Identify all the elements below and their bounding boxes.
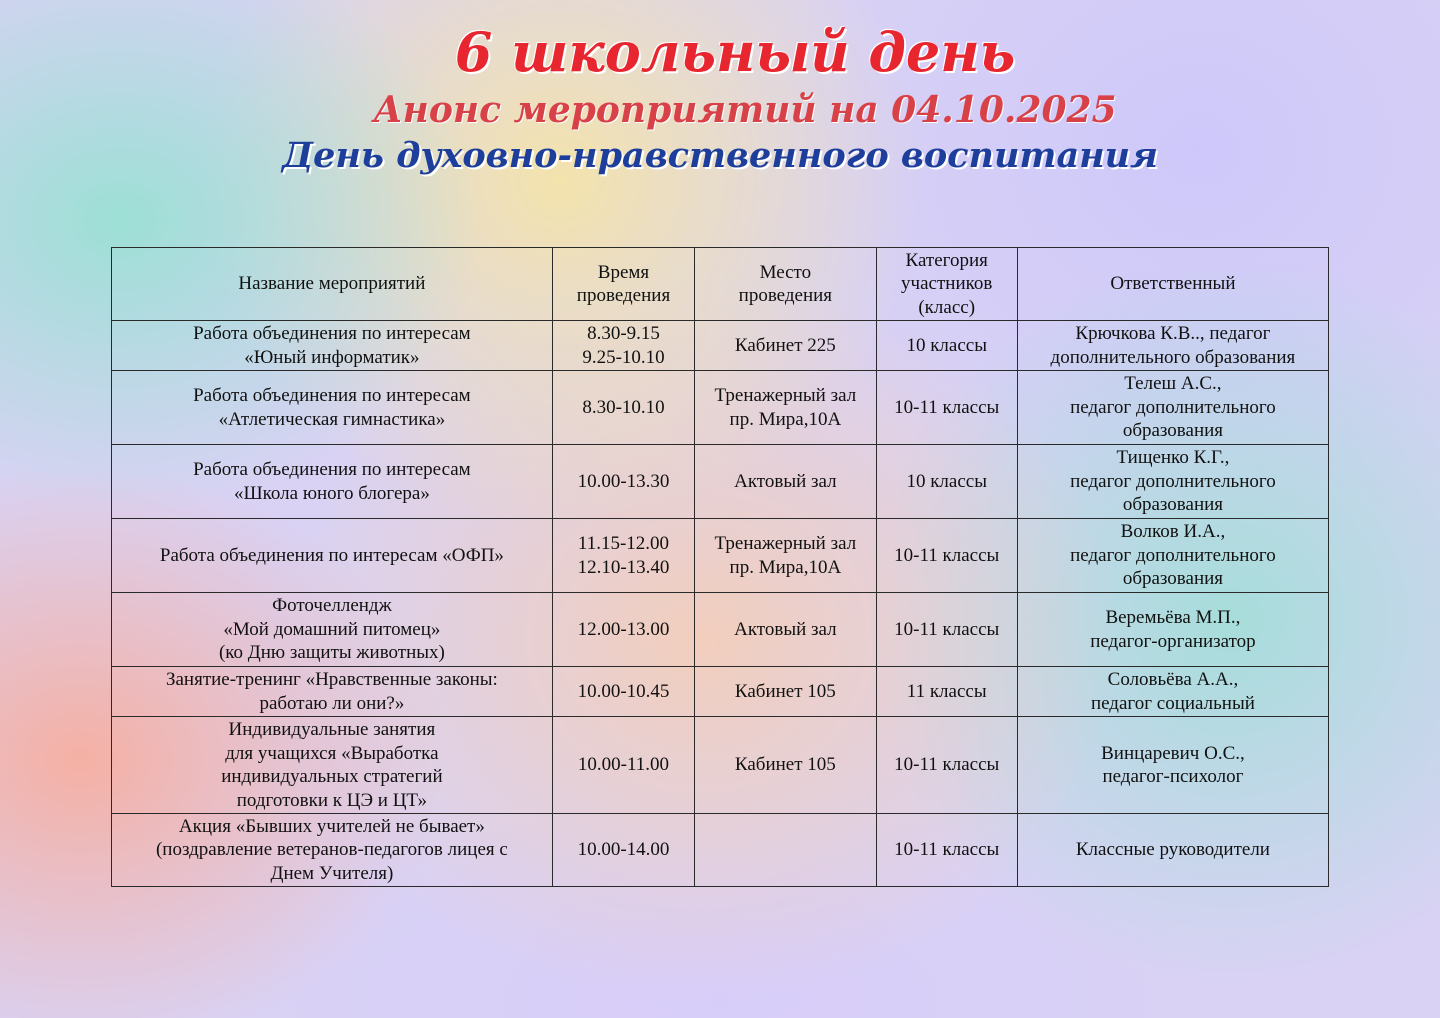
time-cell-line: 11.15-12.00 — [577, 533, 670, 554]
table-row — [112, 321, 1329, 371]
time-cell — [552, 667, 694, 717]
responsible-cell-line: Винцаревич О.С., — [1101, 742, 1245, 764]
responsible-cell-line: Тищенко К.Г., — [1116, 447, 1230, 469]
event-name-cell-line: работаю ли они?» — [259, 692, 405, 714]
event-name-cell-line: подготовки к ЦЭ и ЦТ» — [236, 789, 428, 811]
time-cell-line: 10.00-14.00 — [577, 839, 670, 861]
responsible-cell-line: Классные руководители — [1075, 839, 1270, 861]
place-cell — [695, 814, 876, 887]
event-name-cell-line: Занятие-тренинг «Нравственные законы: — [165, 669, 498, 690]
time-cell — [552, 519, 694, 593]
header-event-name: Название мероприятий — [112, 248, 553, 321]
responsible-cell-line: образования — [1122, 420, 1224, 442]
place-cell — [695, 371, 876, 445]
responsible-cell — [1017, 371, 1328, 445]
table-row — [112, 814, 1329, 887]
responsible-cell — [1017, 717, 1328, 814]
responsible-cell-line: Соловьёва А.А., — [1107, 669, 1239, 690]
table-row — [112, 445, 1329, 519]
event-name-cell-line: Работа объединения по интересам «ОФП» — [159, 544, 504, 566]
header-place: Место проведения — [695, 248, 876, 321]
responsible-cell — [1017, 321, 1328, 371]
place-cell — [695, 717, 876, 814]
time-cell — [552, 814, 694, 887]
category-cell — [876, 593, 1017, 667]
time-cell-line: 12.00-13.00 — [577, 618, 670, 640]
responsible-cell-line: дополнительного образования — [1050, 346, 1296, 368]
responsible-cell-line: педагог социальный — [1090, 692, 1255, 714]
responsible-cell-line: Крючкова К.В.., педагог — [1075, 323, 1271, 344]
event-name-cell-line: «Юный информатик» — [244, 346, 420, 368]
event-name-cell-line: Акция «Бывших учителей не бывает» — [178, 815, 485, 837]
place-cell — [695, 445, 876, 519]
time-cell — [552, 445, 694, 519]
category-cell-line: 10-11 классы — [894, 754, 1000, 776]
category-cell — [876, 814, 1017, 887]
category-cell — [876, 445, 1017, 519]
event-name-cell — [112, 593, 553, 667]
place-cell-line: пр. Мира,10А — [729, 556, 842, 578]
place-cell-line: Актовый зал — [734, 618, 837, 640]
time-cell — [552, 593, 694, 667]
time-cell-line: 8.30-10.10 — [582, 396, 665, 418]
responsible-cell-line: образования — [1122, 494, 1224, 516]
category-cell — [876, 667, 1017, 717]
time-cell-line: 9.25-10.10 — [582, 346, 665, 368]
event-name-cell — [112, 371, 553, 445]
event-name-cell — [112, 717, 553, 814]
place-cell-line: Кабинет 225 — [734, 334, 836, 356]
event-name-cell — [112, 445, 553, 519]
responsible-cell-line: педагог дополнительного — [1070, 544, 1276, 566]
table-row — [112, 371, 1329, 445]
category-cell-line: 10-11 классы — [894, 618, 1000, 640]
responsible-cell — [1017, 519, 1328, 593]
category-cell — [876, 519, 1017, 593]
header-category: Категория участников (класс) — [876, 248, 1017, 321]
responsible-cell — [1017, 445, 1328, 519]
page-title: 6 школьный день — [454, 20, 1016, 84]
category-cell-line: 10-11 классы — [894, 544, 1000, 566]
time-cell-line: 10.00-10.45 — [577, 680, 670, 702]
category-cell — [876, 321, 1017, 371]
event-name-cell — [112, 814, 553, 887]
responsible-cell-line: Волков И.А., — [1120, 521, 1226, 543]
event-name-cell-line: «Мой домашний питомец» — [223, 618, 441, 640]
event-name-cell-line: Фоточеллендж — [272, 595, 392, 617]
time-cell-line: 10.00-13.30 — [577, 470, 670, 492]
responsible-cell-line: Веремьёва М.П., — [1105, 607, 1241, 628]
event-name-cell-line: «Атлетическая гимнастика» — [218, 408, 446, 430]
responsible-cell-line: педагог дополнительного — [1070, 396, 1276, 418]
page-theme: День духовно-нравственного воспитания — [282, 135, 1158, 176]
category-cell — [876, 371, 1017, 445]
place-cell-line: пр. Мира,10А — [729, 408, 842, 430]
time-cell — [552, 371, 694, 445]
category-cell-line: 10 классы — [906, 334, 987, 356]
responsible-cell-line: Телеш А.С., — [1124, 373, 1222, 395]
responsible-cell-line: педагог дополнительного — [1070, 470, 1276, 492]
responsible-cell-line: педагог-организатор — [1090, 630, 1256, 652]
events-table — [111, 247, 1329, 887]
place-cell-line: Актовый зал — [734, 470, 837, 492]
time-cell-line: 8.30-9.15 — [587, 323, 660, 344]
place-cell — [695, 519, 876, 593]
time-cell-line: 12.10-13.40 — [577, 556, 670, 578]
place-cell-line: Тренажерный зал — [714, 385, 857, 406]
category-cell-line: 11 классы — [906, 680, 987, 702]
event-name-cell — [112, 519, 553, 593]
event-name-cell — [112, 667, 553, 717]
time-cell — [552, 717, 694, 814]
events-table-body — [112, 321, 1329, 887]
place-cell — [695, 593, 876, 667]
event-name-cell-line: Индивидуальные занятия — [228, 719, 436, 740]
event-name-cell-line: Работа объединения по интересам — [193, 459, 471, 480]
category-cell — [876, 717, 1017, 814]
event-name-cell-line: Работа объединения по интересам — [193, 385, 471, 406]
title-block — [0, 14, 1440, 180]
event-name-cell-line: «Школа юного блогера» — [233, 482, 430, 504]
page-subtitle: Анонс мероприятий на 04.10.2025 — [373, 89, 1117, 131]
header-responsible: Ответственный — [1017, 248, 1328, 321]
place-cell-line: Тренажерный зал — [714, 533, 857, 554]
event-name-cell-line: Работа объединения по интересам — [193, 323, 471, 344]
category-cell-line: 10-11 классы — [894, 839, 1000, 861]
category-cell-line: 10 классы — [906, 470, 987, 492]
event-name-cell-line: индивидуальных стратегий — [221, 766, 443, 787]
time-cell — [552, 321, 694, 371]
table-row — [112, 717, 1329, 814]
table-row — [112, 519, 1329, 593]
responsible-cell — [1017, 667, 1328, 717]
time-cell-line: 10.00-11.00 — [577, 754, 670, 776]
event-name-cell — [112, 321, 553, 371]
place-cell-line: Кабинет 105 — [734, 680, 836, 702]
event-name-cell-line: (поздравление ветеранов-педагогов лицея с — [155, 839, 508, 861]
table-row — [112, 593, 1329, 667]
event-name-cell-line: для учащихся «Выработка — [225, 742, 439, 764]
table-row — [112, 667, 1329, 717]
place-cell — [695, 667, 876, 717]
responsible-cell-line: педагог-психолог — [1102, 766, 1244, 787]
responsible-cell — [1017, 814, 1328, 887]
category-cell-line: 10-11 классы — [894, 396, 1000, 418]
place-cell — [695, 321, 876, 371]
place-cell-line: Кабинет 105 — [734, 754, 836, 776]
event-name-cell-line: Днем Учителя) — [270, 862, 394, 884]
header-time: Время проведения — [552, 248, 694, 321]
table-header-row — [112, 248, 1329, 321]
event-name-cell-line: (ко Дню защиты животных) — [218, 642, 445, 664]
responsible-cell — [1017, 593, 1328, 667]
responsible-cell-line: образования — [1122, 568, 1224, 590]
